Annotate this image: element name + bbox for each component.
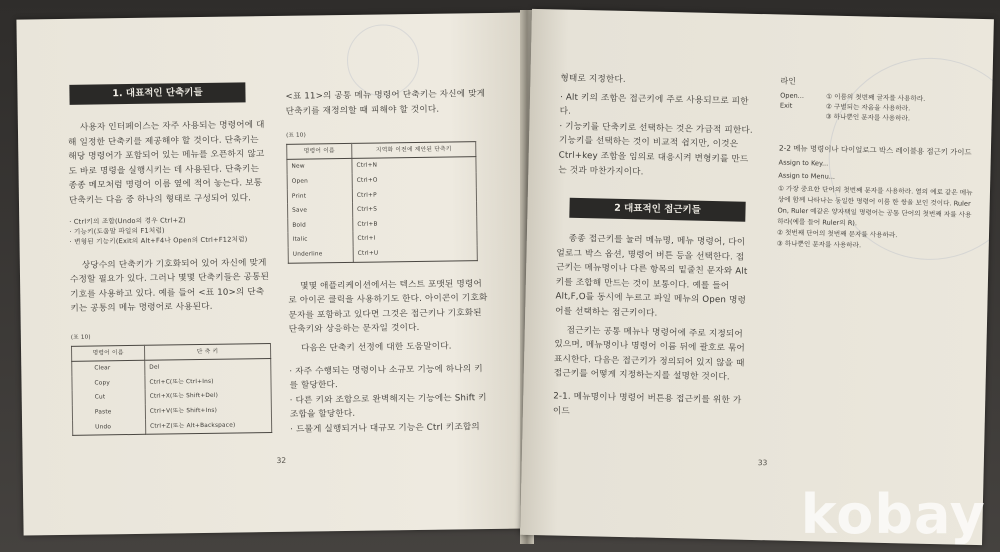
left-bullet-2: · 변형된 기능키(Exit의 Alt+F4나 Open의 Ctrl+F12처럼) xyxy=(69,234,248,246)
table-header-cell: 명령어 이름 xyxy=(71,345,144,362)
left-page xyxy=(16,12,531,535)
right-column-2 xyxy=(777,76,977,253)
left-col2-bullet-0: · 자주 수행되는 명령이나 소규모 기능에 하나의 키를 할당한다. xyxy=(289,363,483,391)
right-col1-bullet-1: · 기능키를 단축키로 선택하는 것은 가급적 피한다. 기능키를 선택하는 것이 비교적 쉽지만, 이것은 Ctrl+key 조합을 임의로 대응시켜 변형키를 만드는 것과 마찬가지이다. xyxy=(558,121,753,177)
table-cell: Save xyxy=(288,203,353,218)
table-cell: Ctrl+V(또는 Shift+Ins) xyxy=(145,403,271,419)
left-col2-paragraph: 몇몇 애플리케이션에서는 텍스트 포맷된 명령어로 아이콘 클릭을 사용하기도 한다. 아이콘이 기호화 문자를 포함하고 있다면 그것은 접근키나 기호화된 단축키와 상응하는 문자일 것이다. xyxy=(288,278,488,336)
shortcut-table-11 xyxy=(286,141,478,263)
table-cell: Ctrl+Z(또는 Alt+Backspace) xyxy=(146,418,272,435)
left-intro-paragraph: 사용자 인터페이스는 자주 사용되는 명령어에 대해 일정한 단축키를 제공해야 할 것이다. 단축키는 해당 명령어가 포함되어 있는 메뉴를 오픈하지 않고도 바로 명령을 실행시키는 데 사용된다. 단축키는 종종 메모처럼 명령어 이름 옆에 적어 놓는다. 보통 단축키는 다음 중 하나의 형태로 구성되어 있다. xyxy=(68,120,265,206)
right-col2-keylist xyxy=(780,90,977,124)
left-col2-top: <표 11>의 공통 메뉴 명령어 단축키는 자신에 맞게 단축키를 재정의할 때 피해야 할 것이다. xyxy=(285,89,486,117)
table-cell: Print xyxy=(287,188,352,203)
table-cell: Open xyxy=(287,174,352,189)
table-header-cell: 지역화 이전에 제안된 단축키 xyxy=(352,141,476,158)
right-col2-keys xyxy=(780,90,827,121)
left-paragraph-2: 상당수의 단축키가 기호화되어 있어 자신에 맞게 수정할 필요가 있다. 그러나 몇몇 단축키들은 공통된 기호를 사용하고 있다. 예를 들어 <표 10>의 단축키는 공통의 메뉴 명령어로 사용된다. xyxy=(69,257,270,315)
table-cell: Cut xyxy=(72,390,145,406)
left-bullet-1: · 기능키(도움말 파일의 F1처럼) xyxy=(69,226,165,236)
table-cell: Ctrl+U xyxy=(353,245,477,262)
table-cell: Underline xyxy=(288,247,353,263)
right-col1-bullet-0: · Alt 키의 조합은 접근키에 주로 사용되므로 피한다. xyxy=(559,92,749,117)
right-subheading: 2-1. 메뉴명이나 명령어 버튼용 접근키를 위한 가이드 xyxy=(552,391,742,417)
rule2-item-0: ① 가장 중요한 단어의 첫번째 문자를 사용하라. 열의 예로 같은 메뉴 상에 함께 나타나는 동일한 명령어 이름 한 쌍을 보인 것이다. Ruler On, Ruler 예같은 양자택일 명령어는 공통 단어의 첫번째 자를 사용하라(예를 들어 Ruler의 R). xyxy=(777,184,973,228)
table-cell: Copy xyxy=(72,376,145,392)
right-sub2: 2-2 메뉴 명령이나 다이얼로그 박스 레이블용 접근키 가이드 xyxy=(778,143,972,157)
table-cell: Ctrl+I xyxy=(353,231,477,247)
left-col2-bullet-1: · 다른 키와 조합으로 완벽해지는 기능에는 Shift 키조합을 할당한다. xyxy=(289,392,487,421)
left-col2-paragraph-2: 다음은 단축키 선정에 대한 도움말이다. xyxy=(300,341,452,354)
table-cell: Ctrl+N xyxy=(352,157,476,174)
table-cell: Ctrl+X(또는 Shift+Del) xyxy=(145,388,271,404)
left-col2-bullet-2: · 드물게 실행되거나 대규모 기능은 Ctrl 키조합의 xyxy=(290,422,480,435)
right-column-1b xyxy=(553,231,753,423)
right-paragraph-2: 접근키는 공통 메뉴나 명령어에 주로 지정되어 있으며, 메뉴명이나 명령어 이름 뒤에 괄호로 묶어 표시한다. 다음은 접근키가 정의되어 있지 않을 때 접근키를 어떻게 지정하는지를 설명한 것이다. xyxy=(553,325,746,383)
right-paragraph-1: 종종 접근키를 눌러 메뉴명, 메뉴 명령어, 다이얼로그 박스 옵션, 명령어 버튼 등을 선택한다. 접근키는 메뉴명이나 다른 항목의 밑줄친 문자와 Alt키를 조합해 만드는 것이 보통이다. 예를 들어 Alt,F,O를 동시에 누르고 파일 메뉴의 Open 명령어를 선택하는 접근키이다. xyxy=(555,233,748,319)
table-header-cell: 단 축 키 xyxy=(144,343,270,360)
right-col1-top: 형태로 지정한다. xyxy=(560,73,626,85)
left-bullet-0: · Ctrl키의 조합(Undo의 경우 Ctrl+Z) xyxy=(69,215,186,226)
table-header-row xyxy=(287,141,476,159)
table-cell: Paste xyxy=(72,405,145,421)
table-11-caption: (표 10) xyxy=(286,132,306,140)
table-cell: Ctrl+S xyxy=(353,201,477,217)
left-col2-bullets xyxy=(289,362,490,438)
rule2-item-2: ③ 하나뿐인 문자를 사용하라. xyxy=(776,239,862,250)
table-10-caption: (표 10) xyxy=(70,334,91,341)
table-cell: Bold xyxy=(288,218,353,233)
rule-item-1: ② 구별되는 자음을 사용하라. xyxy=(825,102,911,113)
right-page-number: 33 xyxy=(757,458,768,468)
table-cell: Ctrl+O xyxy=(352,172,476,188)
table-header-cell: 명령어 이름 xyxy=(287,143,352,159)
bleed-through-mark xyxy=(347,24,420,97)
table-cell: Ctrl+P xyxy=(352,187,476,203)
assign-menu-label: Assign to Menu... xyxy=(778,171,836,181)
table-cell: Italic xyxy=(288,232,353,247)
table-cell: Ctrl+B xyxy=(353,216,477,232)
table-cell: Undo xyxy=(73,419,146,435)
table-cell: New xyxy=(287,159,352,175)
left-heading: 1. 대표적인 단축키들 xyxy=(69,82,245,104)
table-row xyxy=(73,418,272,436)
left-bullet-list xyxy=(69,214,269,247)
rule-item-2: ③ 하나뿐인 문자를 사용하라. xyxy=(825,112,911,123)
right-col2-top: 라인 xyxy=(780,76,797,86)
rule2-item-1: ② 첫번째 단어의 첫번째 문자를 사용하라. xyxy=(776,228,898,240)
right-column-1 xyxy=(558,71,756,182)
left-column-2 xyxy=(285,87,490,437)
right-page xyxy=(520,9,994,545)
assign-key-label: Assign to Key... xyxy=(778,158,829,168)
table-cell: Clear xyxy=(72,360,145,376)
left-column-1 xyxy=(68,118,272,436)
rule-item-0: ① 이름의 첫번째 글자를 사용하라. xyxy=(826,92,926,103)
watermark-logo: kobay xyxy=(800,483,986,546)
table-cell: Ctrl+C(또는 Ctrl+Ins) xyxy=(145,374,271,390)
open-label: Open... xyxy=(780,91,805,101)
left-page-number: 32 xyxy=(276,455,287,465)
right-heading: 2 대표적인 접근키들 xyxy=(569,198,745,222)
table-row xyxy=(288,245,477,263)
right-col2-list2 xyxy=(777,183,974,253)
exit-label: Exit xyxy=(779,101,793,110)
table-cell: Del xyxy=(145,359,271,376)
shortcut-table-10 xyxy=(71,343,272,436)
right-col2-rules xyxy=(826,92,926,124)
